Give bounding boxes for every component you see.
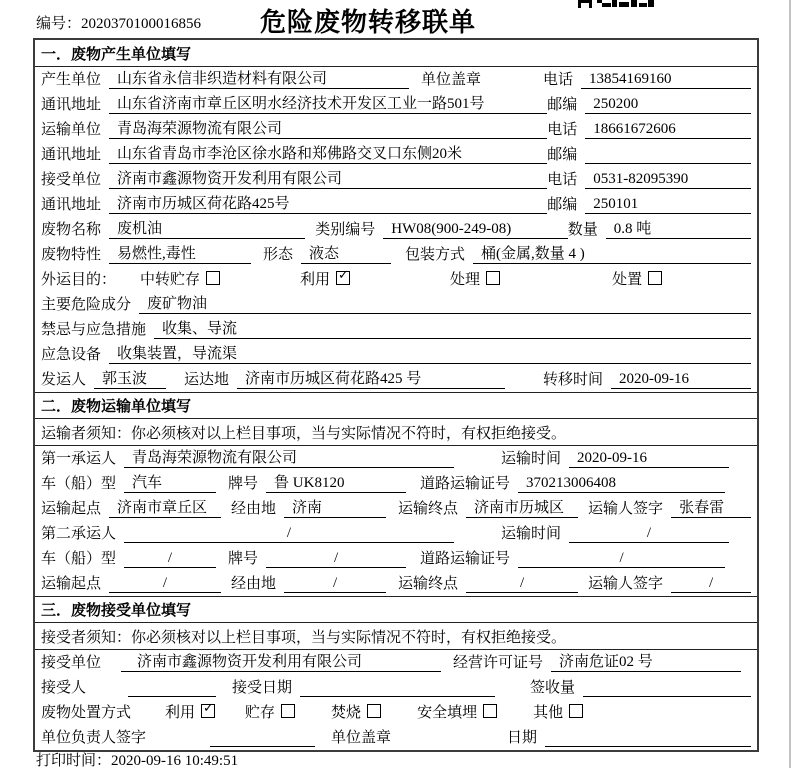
receiver-label: 接受单位 <box>41 172 102 188</box>
transporter-value: 青岛海荣源物流有限公司 <box>109 117 547 139</box>
option-label: 利用 <box>300 272 331 288</box>
disposal-option-landfill <box>417 701 497 722</box>
transport-time-label: 运输时间 <box>500 451 561 467</box>
option-label: 处理 <box>450 272 481 288</box>
route-start-label: 运输起点 <box>41 501 102 517</box>
disposal-row <box>35 700 757 725</box>
option-label: 其他 <box>533 705 564 721</box>
receiver-address-row <box>35 192 757 217</box>
carrier2-row <box>35 521 757 546</box>
section2-header: 二．废物运输单位填写 <box>35 392 757 419</box>
vehicle1-row <box>35 471 757 496</box>
transport-time2: / <box>569 525 729 543</box>
document-header <box>0 0 796 38</box>
transporter-sign-label: 运输人签字 <box>588 576 664 592</box>
phone-label: 电话 <box>547 172 578 188</box>
print-time-label: 打印时间： <box>36 753 112 769</box>
section2-note: 运输者须知：你必须核对以上栏目事项，当与实际情况不符时，有权拒绝接受。 <box>35 419 757 446</box>
vehicle-type: 汽车 <box>124 471 216 493</box>
route-start-label: 运输起点 <box>41 576 102 592</box>
road-permit-number2: / <box>518 550 725 568</box>
route-end-label: 运输终点 <box>398 501 459 517</box>
head-signature <box>210 746 315 747</box>
checkbox-icon <box>486 271 500 285</box>
carrier1-row <box>35 446 757 471</box>
route-via-label: 经由地 <box>231 501 277 517</box>
purpose-row <box>35 267 757 292</box>
route-via: 济南 <box>284 496 386 518</box>
address-label: 通讯地址 <box>41 97 102 113</box>
checkbox-icon <box>367 704 381 718</box>
phone-label: 电话 <box>547 122 578 138</box>
route-end: 济南市历城区 <box>466 496 578 518</box>
transporter-signature: 张春雷 <box>671 496 751 518</box>
checkbox-icon <box>648 271 662 285</box>
transfer-time: 2020-09-16 <box>611 371 751 389</box>
address-label: 通讯地址 <box>41 197 102 213</box>
received-qty-label: 签收量 <box>529 680 575 696</box>
print-time-value: 2020-09-16 10:49:51 <box>111 753 239 769</box>
waste-name: 废机油 <box>109 217 305 239</box>
receiver-zip: 250101 <box>585 196 751 214</box>
vehicle2-row <box>35 546 757 571</box>
option-label: 中转贮存 <box>140 272 201 288</box>
unit-seal-label: 单位盖章 <box>421 72 482 88</box>
disposal-option-incinerate <box>331 701 381 722</box>
taboo-row <box>35 317 757 342</box>
purpose-label: 外运目的： <box>41 272 117 288</box>
hazard-label: 主要危险成分 <box>41 297 132 313</box>
transporter-label: 运输单位 <box>41 122 102 138</box>
transport-time: 2020-09-16 <box>569 450 729 468</box>
producer-address: 山东省济南市章丘区明水经济技术开发区工业一路501号 <box>109 92 547 114</box>
receiver-row <box>35 167 757 192</box>
recipient-label: 接受人 <box>41 680 87 696</box>
equipment-value: 收集装置，导流渠 <box>109 342 751 364</box>
transporter-phone: 18661672606 <box>585 121 751 139</box>
route-start: 济南市章丘区 <box>109 496 221 518</box>
producer-value: 山东省永信非织造材料有限公司 <box>109 67 409 89</box>
purpose-option-treat <box>450 268 500 289</box>
traits-value: 易燃性,毒性 <box>109 242 251 264</box>
plate-label: 牌号 <box>228 551 259 567</box>
quantity-label: 数量 <box>567 222 598 238</box>
manifest-form <box>33 38 759 752</box>
transporter-signature2: / <box>671 575 751 593</box>
disposal-option-store <box>245 701 295 722</box>
receiver-value: 济南市鑫源物资开发利用有限公司 <box>109 167 547 189</box>
qr-code-icon <box>578 0 654 9</box>
unit-seal-label: 单位盖章 <box>331 730 392 746</box>
route2-row <box>35 571 757 596</box>
unit-signature-row <box>35 725 757 750</box>
checkbox-icon <box>201 704 215 718</box>
vehicle-type-label: 车（船）型 <box>41 551 117 567</box>
sign-date <box>545 746 751 747</box>
receipt-row <box>35 675 757 700</box>
option-label: 焚烧 <box>331 705 362 721</box>
receiver-address: 济南市历城区荷花路425号 <box>109 192 547 214</box>
waste-traits-row <box>35 242 757 267</box>
route-end2: / <box>466 575 578 593</box>
serial-number: 2020370100016856 <box>81 16 202 32</box>
category-code: HW08(900-249-08) <box>383 221 567 239</box>
destination-label: 运达地 <box>184 372 230 388</box>
taboo-label: 禁忌与应急措施 <box>41 322 147 338</box>
route-start2: / <box>109 575 221 593</box>
option-label: 贮存 <box>245 705 276 721</box>
license-number: 济南危证02 号 <box>551 650 741 672</box>
route-via-label: 经由地 <box>231 576 277 592</box>
serial-label: 编号： <box>36 16 82 32</box>
vehicle-type2: / <box>124 550 216 568</box>
road-permit-label: 道路运输证号 <box>420 551 511 567</box>
zip-label: 邮编 <box>547 147 578 163</box>
section1-header: 一．废物产生单位填写 <box>35 40 757 67</box>
purpose-option-dispose <box>612 268 662 289</box>
checkbox-icon <box>569 704 583 718</box>
equipment-row <box>35 342 757 367</box>
option-label: 利用 <box>165 705 196 721</box>
purpose-option-utilize <box>300 268 350 289</box>
checkbox-icon <box>206 271 220 285</box>
producer-zip: 250200 <box>585 96 751 114</box>
receipt-date-label: 接受日期 <box>232 680 293 696</box>
shipper-label: 发运人 <box>41 372 87 388</box>
route-end-label: 运输终点 <box>398 576 459 592</box>
carrier1-label: 第一承运人 <box>41 451 117 467</box>
destination-value: 济南市历城区荷花路425 号 <box>237 367 505 389</box>
transport-time-label: 运输时间 <box>500 526 561 542</box>
carrier2-label: 第二承运人 <box>41 526 117 542</box>
shipper-name: 郭玉波 <box>94 367 166 389</box>
license-label: 经营许可证号 <box>453 655 544 671</box>
recipient-name <box>128 696 216 697</box>
route-via2: / <box>284 575 386 593</box>
purpose-option-transfer <box>140 268 220 289</box>
producer-row <box>35 67 757 92</box>
traits-label: 废物特性 <box>41 247 102 263</box>
transfer-time-label: 转移时间 <box>542 372 603 388</box>
receiver-phone: 0531-82095390 <box>585 171 751 189</box>
plate-label: 牌号 <box>228 476 259 492</box>
zip-label: 邮编 <box>547 97 578 113</box>
address-label: 通讯地址 <box>41 147 102 163</box>
receiving-unit-label: 接受单位 <box>41 655 102 671</box>
transporter-zip <box>585 163 751 164</box>
disposal-option-utilize <box>165 701 215 722</box>
vehicle-type-label: 车（船）型 <box>41 476 117 492</box>
transporter-address: 山东省青岛市李沧区徐水路和郑佛路交叉口东侧20米 <box>109 142 547 164</box>
form-value: 液态 <box>301 242 391 264</box>
section3-note: 接受者须知：你必须核对以上栏目事项，当与实际情况不符时，有权拒绝接受。 <box>35 623 757 650</box>
producer-label: 产生单位 <box>41 72 102 88</box>
packing-value: 桶(金属,数量 4 ) <box>473 242 751 264</box>
transporter-address-row <box>35 142 757 167</box>
zip-label: 邮编 <box>547 197 578 213</box>
hazard-value: 废矿物油 <box>139 292 751 314</box>
page-right-edge <box>789 0 791 768</box>
section3-header: 三．废物接受单位填写 <box>35 596 757 623</box>
carrier1-value: 青岛海荣源物流有限公司 <box>124 446 454 468</box>
quantity-value: 0.8 吨 <box>606 217 751 239</box>
disposal-option-other <box>533 701 583 722</box>
route1-row <box>35 496 757 521</box>
form-label: 形态 <box>263 247 294 263</box>
disposal-label: 废物处置方式 <box>41 705 132 721</box>
received-qty <box>583 696 751 697</box>
head-sign-label: 单位负责人签字 <box>41 730 147 746</box>
plate-number2: / <box>266 550 406 568</box>
hazard-row <box>35 292 757 317</box>
print-time-line <box>36 749 238 770</box>
waste-name-row <box>35 217 757 242</box>
road-permit-number: 370213006408 <box>518 475 725 493</box>
shipper-row <box>35 367 757 392</box>
checkbox-icon <box>336 271 350 285</box>
plate-number: 鲁 UK8120 <box>266 471 406 493</box>
transporter-sign-label: 运输人签字 <box>588 501 664 517</box>
checkbox-icon <box>483 704 497 718</box>
receiving-unit-value: 济南市鑫源物资开发利用有限公司 <box>121 650 441 672</box>
phone-label: 电话 <box>542 72 573 88</box>
road-permit-label: 道路运输证号 <box>420 476 511 492</box>
page-title: 危险废物转移联单 <box>259 8 476 37</box>
transporter-row <box>35 117 757 142</box>
option-label: 处置 <box>612 272 643 288</box>
producer-phone: 13854169160 <box>581 71 751 89</box>
checkbox-icon <box>281 704 295 718</box>
option-label: 安全填埋 <box>417 705 478 721</box>
taboo-value: 收集、导流 <box>154 317 751 339</box>
equipment-label: 应急设备 <box>41 347 102 363</box>
sign-date-label: 日期 <box>507 730 538 746</box>
receiving-unit-row <box>35 650 757 675</box>
receipt-date <box>300 696 495 697</box>
category-label: 类别编号 <box>315 222 376 238</box>
packing-label: 包装方式 <box>405 247 466 263</box>
carrier2-value: / <box>124 525 454 543</box>
waste-name-label: 废物名称 <box>41 222 102 238</box>
producer-address-row <box>35 92 757 117</box>
